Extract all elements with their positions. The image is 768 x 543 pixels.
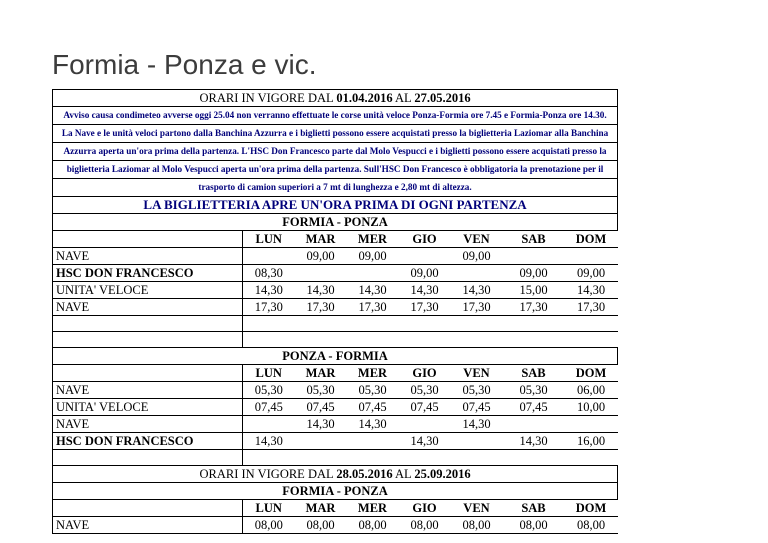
notice-line-3	[53, 143, 618, 161]
ticket-office-banner	[53, 197, 618, 214]
departure-time: 15,00	[503, 282, 565, 299]
departure-time	[399, 416, 451, 433]
departure-time	[347, 433, 399, 450]
departure-time: 14,30	[243, 282, 295, 299]
departure-time: 09,00	[503, 265, 565, 282]
departure-time: 17,30	[295, 299, 347, 316]
notice-line-3-cell: Azzurra aperta un'ora prima della partenza. L'HSC Don Francesco parte dal Molo Vespucci e i biglietti possono essere acquistati presso la	[53, 143, 618, 161]
empty-cell	[347, 316, 399, 332]
period-2-row	[53, 466, 618, 483]
empty-cell	[503, 450, 565, 466]
departure-time: 08,00	[243, 517, 295, 534]
departure-time: 07,45	[399, 399, 451, 416]
departure-time: 08,00	[399, 517, 451, 534]
route-heading-ponza-formia	[53, 348, 618, 365]
day-label: MAR	[295, 500, 347, 517]
notice-line-1	[53, 107, 618, 125]
spacer-row	[53, 332, 618, 348]
period-prefix: ORARI IN VIGORE DAL	[199, 91, 337, 105]
vessel-row	[53, 399, 618, 416]
day-label: DOM	[565, 365, 618, 382]
spacer-row	[53, 450, 618, 466]
vessel-row	[53, 433, 618, 450]
departure-time: 17,30	[347, 299, 399, 316]
day-label: SAB	[503, 500, 565, 517]
notice-line-2-cell: La Nave e le unità veloci partono dalla Banchina Azzurra e i biglietti possono essere acquistati presso la biglietteria Laziomar alla Banchina	[53, 125, 618, 143]
departure-time	[243, 248, 295, 265]
period-1-row	[53, 90, 618, 107]
empty-cell	[295, 450, 347, 466]
day-label: MAR	[295, 231, 347, 248]
period-mid: AL	[392, 91, 415, 105]
vessel-row	[53, 517, 618, 534]
period-to: 25.09.2016	[414, 467, 471, 481]
departure-time	[347, 265, 399, 282]
departure-time	[503, 248, 565, 265]
empty-cell	[399, 332, 451, 348]
days-header-row	[53, 365, 618, 382]
empty-cell	[347, 332, 399, 348]
empty-cell	[451, 450, 503, 466]
departure-time: 08,00	[503, 517, 565, 534]
day-label: DOM	[565, 500, 618, 517]
day-label: VEN	[451, 500, 503, 517]
departure-time: 14,30	[399, 433, 451, 450]
departure-time	[565, 416, 618, 433]
period-1-row-cell	[53, 90, 618, 107]
notice-line-5-cell: trasporto di camion superiori a 7 mt di lunghezza e 2,80 mt di altezza.	[53, 179, 618, 197]
day-label: MER	[347, 365, 399, 382]
empty-cell	[451, 316, 503, 332]
departure-time: 08,30	[243, 265, 295, 282]
empty-cell	[53, 332, 243, 348]
departure-time: 09,00	[565, 265, 618, 282]
vessel-name: UNITA' VELOCE	[53, 399, 243, 416]
departure-time: 14,30	[347, 416, 399, 433]
period-mid: AL	[392, 467, 415, 481]
departure-time: 05,30	[295, 382, 347, 399]
departure-time: 17,30	[503, 299, 565, 316]
departure-time: 14,30	[347, 282, 399, 299]
empty-cell	[565, 450, 618, 466]
departure-time	[451, 265, 503, 282]
departure-time: 05,30	[347, 382, 399, 399]
departure-time: 07,45	[503, 399, 565, 416]
departure-time: 05,30	[399, 382, 451, 399]
day-label: VEN	[451, 365, 503, 382]
route-heading-formia-ponza-2	[53, 483, 618, 500]
empty-cell	[53, 450, 243, 466]
departure-time: 14,30	[295, 416, 347, 433]
departure-time: 14,30	[451, 282, 503, 299]
vessel-name: NAVE	[53, 382, 243, 399]
departure-time: 09,00	[295, 248, 347, 265]
departure-time: 07,45	[451, 399, 503, 416]
vessel-name: NAVE	[53, 248, 243, 265]
departure-time: 05,30	[243, 382, 295, 399]
departure-time: 14,30	[565, 282, 618, 299]
vessel-name: UNITA' VELOCE	[53, 282, 243, 299]
empty-cell	[503, 316, 565, 332]
page-title: Formia - Ponza e vic.	[52, 49, 317, 80]
departure-time: 07,45	[347, 399, 399, 416]
departure-time: 08,00	[565, 517, 618, 534]
spacer-row	[53, 316, 618, 332]
day-label: LUN	[243, 231, 295, 248]
departure-time	[243, 416, 295, 433]
empty-cell	[399, 450, 451, 466]
day-label: VEN	[451, 231, 503, 248]
departure-time: 09,00	[399, 265, 451, 282]
empty-cell	[53, 316, 243, 332]
departure-time: 14,30	[295, 282, 347, 299]
departure-time: 10,00	[565, 399, 618, 416]
day-label: MAR	[295, 365, 347, 382]
period-prefix: ORARI IN VIGORE DAL	[199, 467, 337, 481]
departure-time: 16,00	[565, 433, 618, 450]
vessel-row	[53, 282, 618, 299]
departure-time	[565, 248, 618, 265]
vessel-name: NAVE	[53, 299, 243, 316]
empty-cell	[243, 450, 295, 466]
days-header-blank	[53, 365, 243, 382]
route-heading-formia-ponza-2-cell: FORMIA - PONZA	[53, 483, 618, 500]
departure-time: 14,30	[399, 282, 451, 299]
period-2-row-cell	[53, 466, 618, 483]
notice-line-2	[53, 125, 618, 143]
vessel-name: HSC DON FRANCESCO	[53, 265, 243, 282]
departure-time: 17,30	[565, 299, 618, 316]
days-header-blank	[53, 500, 243, 517]
day-label: MER	[347, 500, 399, 517]
vessel-row	[53, 416, 618, 433]
day-label: DOM	[565, 231, 618, 248]
notice-line-5	[53, 179, 618, 197]
notice-line-4	[53, 161, 618, 179]
departure-time: 09,00	[451, 248, 503, 265]
vessel-row	[53, 265, 618, 282]
departure-time	[399, 248, 451, 265]
departure-time	[295, 433, 347, 450]
vessel-row	[53, 382, 618, 399]
empty-cell	[565, 332, 618, 348]
vessel-name: HSC DON FRANCESCO	[53, 433, 243, 450]
departure-time	[503, 416, 565, 433]
days-header-row	[53, 500, 618, 517]
day-label: SAB	[503, 365, 565, 382]
day-label: GIO	[399, 500, 451, 517]
empty-cell	[347, 450, 399, 466]
empty-cell	[243, 316, 295, 332]
departure-time	[295, 265, 347, 282]
departure-time: 07,45	[295, 399, 347, 416]
empty-cell	[451, 332, 503, 348]
departure-time: 05,30	[451, 382, 503, 399]
route-heading-ponza-formia-cell: PONZA - FORMIA	[53, 348, 618, 365]
day-label: MER	[347, 231, 399, 248]
day-label: LUN	[243, 365, 295, 382]
departure-time: 14,30	[503, 433, 565, 450]
ticket-office-banner-cell: LA BIGLIETTERIA APRE UN'ORA PRIMA DI OGNI PARTENZA	[53, 197, 618, 214]
departure-time: 08,00	[347, 517, 399, 534]
empty-cell	[295, 316, 347, 332]
departure-time: 17,30	[399, 299, 451, 316]
departure-time: 05,30	[503, 382, 565, 399]
vessel-row	[53, 248, 618, 265]
empty-cell	[565, 316, 618, 332]
empty-cell	[243, 332, 295, 348]
empty-cell	[399, 316, 451, 332]
day-label: SAB	[503, 231, 565, 248]
departure-time: 14,30	[243, 433, 295, 450]
vessel-row	[53, 299, 618, 316]
departure-time: 06,00	[565, 382, 618, 399]
departure-time: 17,30	[451, 299, 503, 316]
vessel-name: NAVE	[53, 416, 243, 433]
days-header-row	[53, 231, 618, 248]
departure-time: 08,00	[451, 517, 503, 534]
days-header-blank	[53, 231, 243, 248]
departure-time: 14,30	[451, 416, 503, 433]
day-label: LUN	[243, 500, 295, 517]
departure-time: 07,45	[243, 399, 295, 416]
departure-time	[451, 433, 503, 450]
day-label: GIO	[399, 365, 451, 382]
route-heading-formia-ponza-cell: FORMIA - PONZA	[53, 214, 618, 231]
day-label: GIO	[399, 231, 451, 248]
departure-time: 08,00	[295, 517, 347, 534]
period-from: 28.05.2016	[336, 467, 393, 481]
route-heading-formia-ponza	[53, 214, 618, 231]
notice-line-1-cell: Avviso causa condimeteo avverse oggi 25.04 non verranno effettuate le corse unità veloce Ponza-Formia ore 7.45 e Formia-Ponza ore 14.30.	[53, 107, 618, 125]
notice-line-4-cell: biglietteria Laziomar al Molo Vespucci aperta un'ora prima della partenza. Sull'HSC Don Francesco è obbligatoria la prenotazione per il	[53, 161, 618, 179]
departure-time: 17,30	[243, 299, 295, 316]
timetable	[52, 89, 618, 534]
empty-cell	[503, 332, 565, 348]
period-to: 27.05.2016	[414, 91, 471, 105]
empty-cell	[295, 332, 347, 348]
departure-time: 09,00	[347, 248, 399, 265]
period-from: 01.04.2016	[336, 91, 393, 105]
vessel-name: NAVE	[53, 517, 243, 534]
